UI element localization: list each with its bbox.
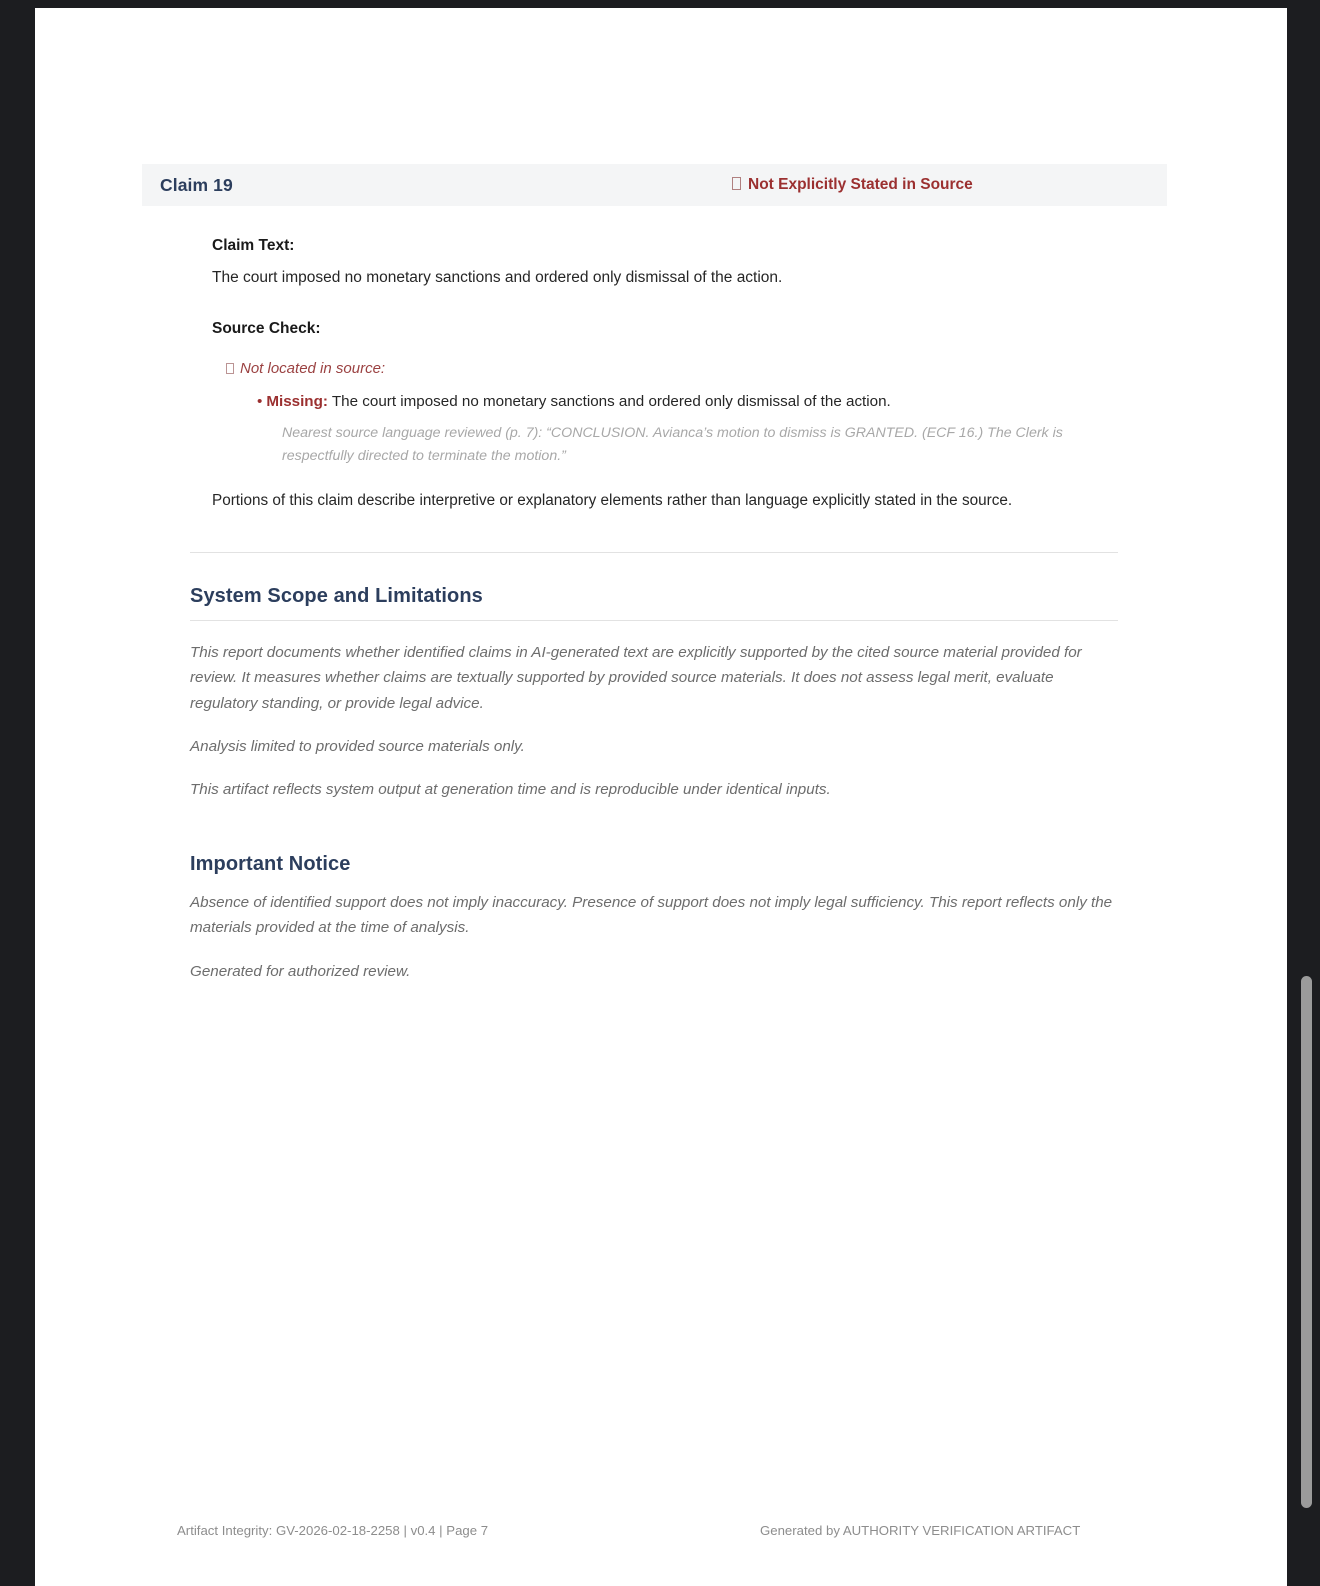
claim-title: Claim 19 — [160, 174, 233, 195]
missing-glyph-box-icon — [732, 177, 741, 190]
claim-body — [142, 237, 1167, 512]
document-page — [35, 8, 1287, 1586]
vertical-scrollbar-track[interactable] — [1298, 8, 1314, 1586]
not-located-label: Not located in source: — [240, 360, 386, 378]
claim-text-label: Claim Text: — [212, 237, 295, 254]
system-scope-paragraph-3: This artifact reflects system output at generation time and is reproducible under identical inputs. — [190, 781, 831, 799]
footer-artifact-integrity: Artifact Integrity: GV-2026-02-18-2258 | v0.4 | Page 7 — [177, 1523, 489, 1538]
source-check-label: Source Check: — [212, 320, 321, 338]
document-content — [142, 164, 1167, 984]
missing-label: Missing: — [266, 393, 328, 411]
section-divider — [190, 552, 1118, 553]
system-scope-paragraph-2: Analysis limited to provided source materials only. — [190, 738, 525, 756]
missing-glyph-box-icon-secondary — [226, 363, 234, 374]
status-badge — [732, 176, 973, 194]
claim-header-band — [142, 164, 1167, 206]
not-located-in-source-heading — [212, 360, 1167, 377]
important-notice-title: Important Notice — [190, 852, 351, 875]
bullet-dot-icon: • — [257, 393, 263, 411]
important-notice-section — [190, 853, 1118, 984]
footer-generated-by: Generated by AUTHORITY VERIFICATION ARTIFACT — [760, 1523, 1081, 1538]
system-scope-title: System Scope and Limitations — [190, 585, 1118, 621]
page-footer — [142, 1523, 1167, 1545]
claim-text-value: The court imposed no monetary sanctions and ordered only dismissal of the action. — [212, 269, 783, 286]
nearest-source-quote: Nearest source language reviewed (p. 7): “CONCLUSION. Avianca’s motion to dismiss is GRANTED. (ECF 16.) The Clerk is respectfully directed to terminate the motion.” — [282, 424, 1063, 464]
missing-value: The court imposed no monetary sanctions and ordered only dismissal of the action. — [331, 393, 891, 411]
important-notice-paragraph-2: Generated for authorized review. — [190, 962, 411, 980]
system-scope-section — [190, 585, 1118, 803]
status-badge-label: Not Explicitly Stated in Source — [748, 176, 973, 193]
important-notice-paragraph-1: Absence of identified support does not imply inaccuracy. Presence of support does not imply legal sufficiency. This report reflects only the materials provided at the time of analysis. — [190, 893, 1113, 937]
system-scope-paragraph-1: This report documents whether identified claims in AI-generated text are explicitly supported by the cited source material provided for review. It measures whether claims are textually supported by provided source materials. It does not assess legal merit, evaluate regulatory standing, or provide legal advice. — [190, 643, 1082, 712]
missing-bullet-item — [212, 391, 1167, 412]
vertical-scrollbar-thumb[interactable] — [1301, 976, 1312, 1508]
claim-closing-note: Portions of this claim describe interpretive or explanatory elements rather than language explicitly stated in the source. — [212, 491, 1013, 509]
